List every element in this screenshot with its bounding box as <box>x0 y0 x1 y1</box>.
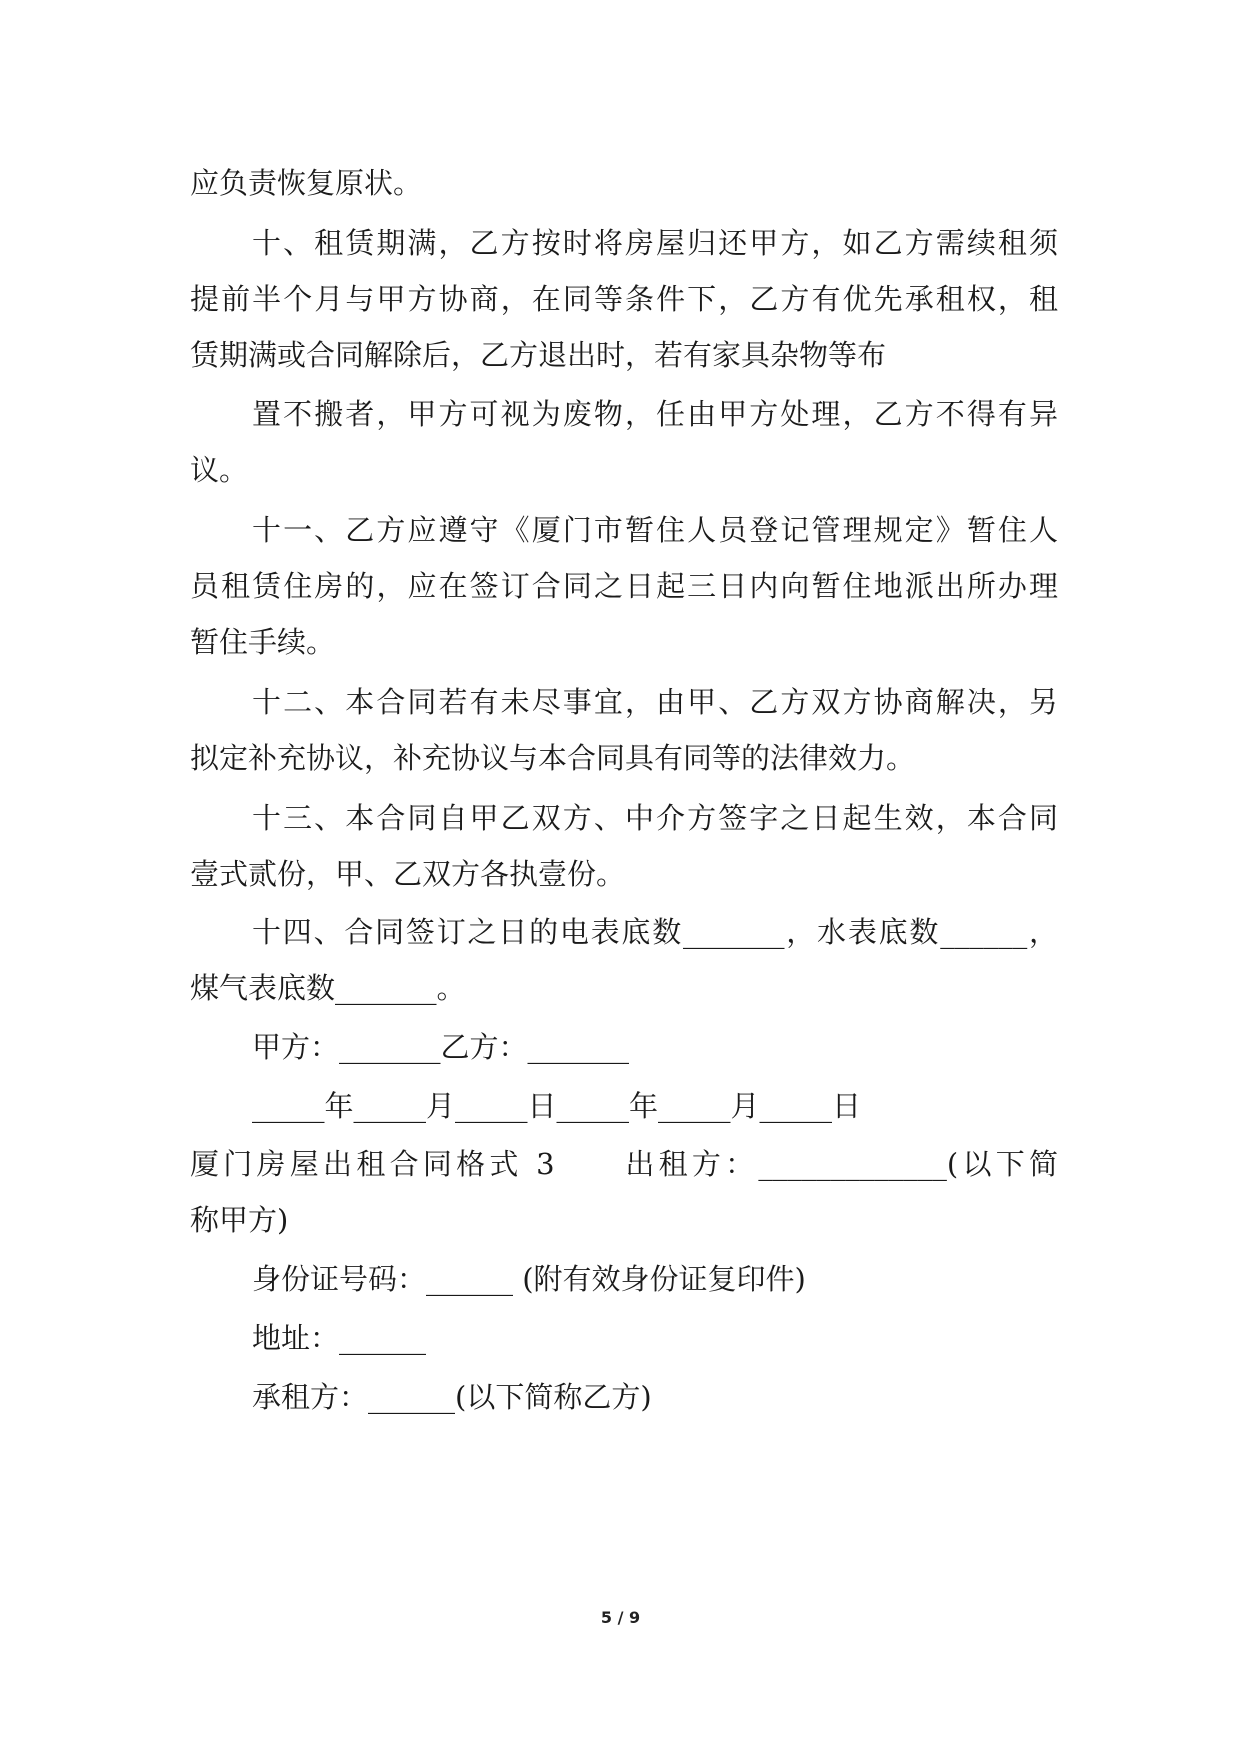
contract-3-heading-line: 厦门房屋出租合同格式 3 出租方：_____________(以下简 <box>190 1147 1058 1181</box>
id-number-line: 身份证号码：______ (附有效身份证复印件) <box>252 1262 806 1296</box>
clause-14-line-2: 煤气表底数_______。 <box>190 971 466 1005</box>
clause-13-line-1: 十三、本合同自甲乙双方、中介方签字之日起生效，本合同 <box>252 801 1058 835</box>
clause-12-line-1: 十二、本合同若有未尽事宜，由甲、乙方双方协商解决，另 <box>252 685 1058 719</box>
clause-13-line-2: 壹式贰份，甲、乙双方各执壹份。 <box>190 857 626 891</box>
paragraph-line: 议。 <box>190 453 249 487</box>
clause-11-line-3: 暂住手续。 <box>190 625 336 659</box>
paragraph-line: 置不搬者，甲方可视为废物，任由甲方处理，乙方不得有异 <box>252 397 1058 431</box>
tenant-line: 承租方：______(以下简称乙方) <box>252 1380 652 1414</box>
clause-10-line-1: 十、租赁期满，乙方按时将房屋归还甲方，如乙方需续租须 <box>252 226 1058 260</box>
clause-12-line-2: 拟定补充协议，补充协议与本合同具有同等的法律效力。 <box>190 741 916 775</box>
clause-10-line-2: 提前半个月与甲方协商，在同等条件下，乙方有优先承租权，租 <box>190 282 1058 316</box>
clause-10-line-3: 赁期满或合同解除后，乙方退出时，若有家具杂物等布 <box>190 338 887 372</box>
signature-parties-line: 甲方：_______乙方：_______ <box>252 1030 630 1064</box>
paragraph-line: 应负责恢复原状。 <box>190 166 423 200</box>
contract-3-heading-line-2: 称甲方) <box>190 1203 289 1237</box>
clause-14-line-1: 十四、合同签订之日的电表底数_______，水表底数______， <box>252 915 1058 949</box>
clause-11-line-2: 员租赁住房的，应在签订合同之日起三日内向暂住地派出所办理 <box>190 569 1058 603</box>
clause-11-line-1: 十一、乙方应遵守《厦门市暂住人员登记管理规定》暂住人 <box>252 513 1058 547</box>
address-line: 地址：______ <box>252 1321 427 1355</box>
page-number: 5 / 9 <box>600 1608 641 1627</box>
signature-date-line: _____年_____月_____日_____年_____月_____日 <box>252 1089 862 1123</box>
